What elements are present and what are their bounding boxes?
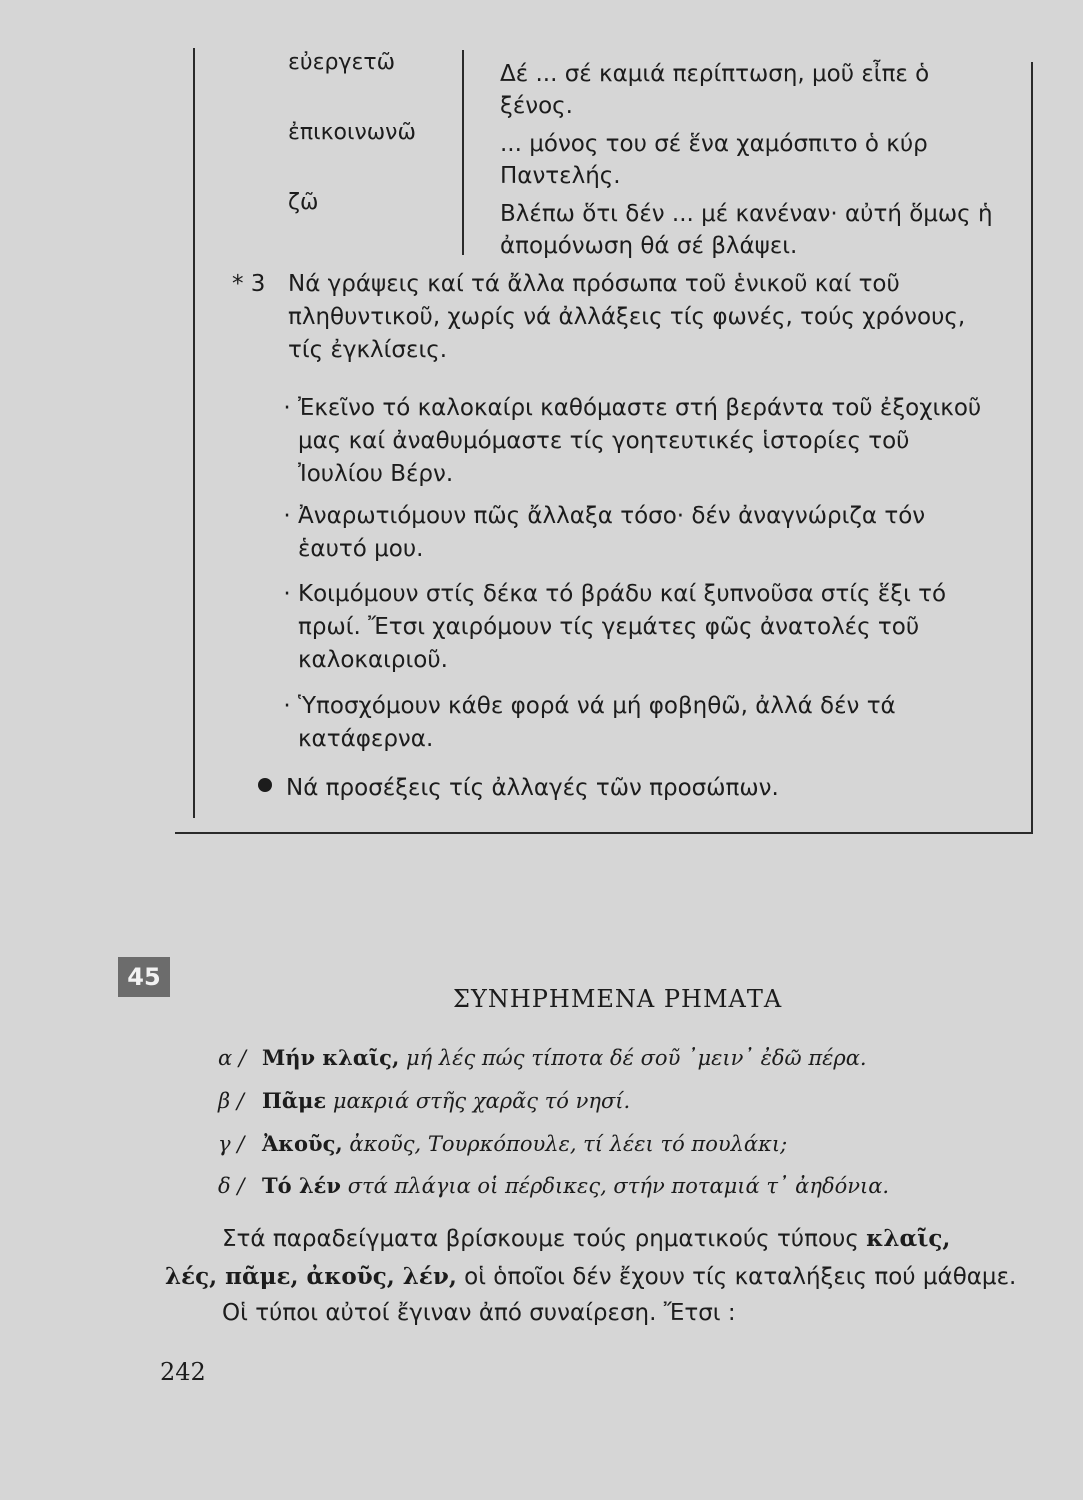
list-item [278, 392, 1000, 491]
paragraph-text: οἱ ὁποῖοι δέν ἔχουν τίς καταλήξεις πού μάθαμε. [456, 1264, 1017, 1290]
example-line [218, 1131, 787, 1156]
example-line [218, 1045, 867, 1070]
filled-bullet-icon [258, 778, 272, 792]
example-bold: Μήν κλαῖς, [262, 1045, 400, 1070]
exercise-note [258, 772, 779, 805]
paragraph-line-1 [222, 1222, 1022, 1256]
paragraph-bold: λές, πᾶμε, ἀκοῦς, λέν, [165, 1263, 457, 1290]
section-title: ΣΥΝΗΡΗΜΕΝΑ ΡΗΜΑΤΑ [453, 985, 783, 1013]
list-item-text: Κοιμόμουν στίς δέκα τό βράδυ καί ξυπνοῦσα στίς ἕξι τό πρωί. Ἔτσι χαιρόμουν τίς γεμάτες φῶς ἀνατολές τοῦ καλοκαιριοῦ. [298, 581, 947, 673]
example-rest: μακριά στῆς χαρᾶς τό νησί. [326, 1089, 631, 1113]
list-item-text: Ὑποσχόμουν κάθε φορά νά μή φοβηθῶ, ἀλλά δέν τά κατάφερνα. [298, 693, 896, 752]
table-sentence-3: Βλέπω ὅτι δέν ... μέ κανέναν· αὐτή ὅμως ἡ ἀπομόνωση θά σέ βλάψει. [500, 201, 993, 259]
example-rest: μή λές πώς τίποτα δέ σοῦ ᾽μειν᾽ ἐδῶ πέρα. [399, 1046, 867, 1070]
bullet-dot-icon: · [283, 581, 291, 607]
paragraph-text: Στά παραδείγματα βρίσκουμε τούς ρηματικούς τύπους [222, 1226, 867, 1252]
paragraph-line-3: Οἱ τύποι αὐτοί ἔγιναν ἀπό συναίρεση. Ἔτσι : [222, 1300, 736, 1326]
table-verb-3: ζῶ [288, 190, 319, 215]
exercise-instruction: Νά γράψεις καί τά ἄλλα πρόσωπα τοῦ ἑνικοῦ καί τοῦ πληθυντικοῦ, χωρίς νά ἀλλάξεις τίς φωνές, τούς χρόνους, τίς ἐγκλίσεις. [288, 271, 966, 363]
table-divider [462, 50, 464, 255]
example-rest: ἀκοῦς, Τουρκόπουλε, τί λέει τό πουλάκι; [342, 1132, 788, 1156]
section-number-badge: 45 [118, 957, 170, 997]
example-line [218, 1088, 630, 1113]
note-text: Νά προσέξεις τίς ἀλλαγές τῶν προσώπων. [286, 775, 779, 801]
list-item [278, 578, 1000, 677]
table-verb-1: εὐεργετῶ [288, 50, 396, 75]
example-mark: γ / [218, 1132, 245, 1156]
list-item [278, 500, 1000, 566]
page-number: 242 [160, 1358, 206, 1386]
example-bold: Τό λέν [262, 1173, 342, 1198]
example-mark: β / [218, 1089, 244, 1113]
bullet-dot-icon: · [283, 503, 291, 529]
example-mark: α / [218, 1046, 246, 1070]
paragraph-bold: κλαῖς, [866, 1225, 951, 1252]
exercise-box-left-border [193, 48, 195, 818]
paragraph-line-2 [165, 1260, 1025, 1294]
list-item [278, 690, 1000, 756]
bullet-dot-icon: · [283, 395, 291, 421]
table-sentence-1: Δέ ... σέ καμιά περίπτωση, μοῦ εἶπε ὁ ξένος. [500, 61, 930, 119]
example-rest: στά πλάγια οἱ πέρδικες, στήν ποταμιά τ᾽ ἀηδόνια. [341, 1174, 890, 1198]
table-sentence-2: ... μόνος του σέ ἕνα χαμόσπιτο ὁ κύρ Παντελής. [500, 131, 928, 189]
table-verb-2: ἐπικοινωνῶ [288, 120, 416, 145]
example-bold: Ἀκοῦς, [262, 1131, 343, 1156]
example-mark: δ / [218, 1174, 245, 1198]
example-line [218, 1173, 889, 1198]
bullet-dot-icon: · [283, 693, 291, 719]
exercise-marker: * 3 [232, 271, 266, 297]
list-item-text: Ἐκεῖνο τό καλοκαίρι καθόμαστε στή βεράντα τοῦ ἐξοχικοῦ μας καί ἀναθυμόμαστε τίς γοητευτικές ἱστορίες τοῦ Ἰουλίου Βέρν. [298, 395, 982, 487]
example-bold: Πᾶμε [262, 1088, 327, 1113]
list-item-text: Ἀναρωτιόμουν πῶς ἄλλαξα τόσο· δέν ἀναγνώριζα τόν ἑαυτό μου. [298, 503, 926, 562]
